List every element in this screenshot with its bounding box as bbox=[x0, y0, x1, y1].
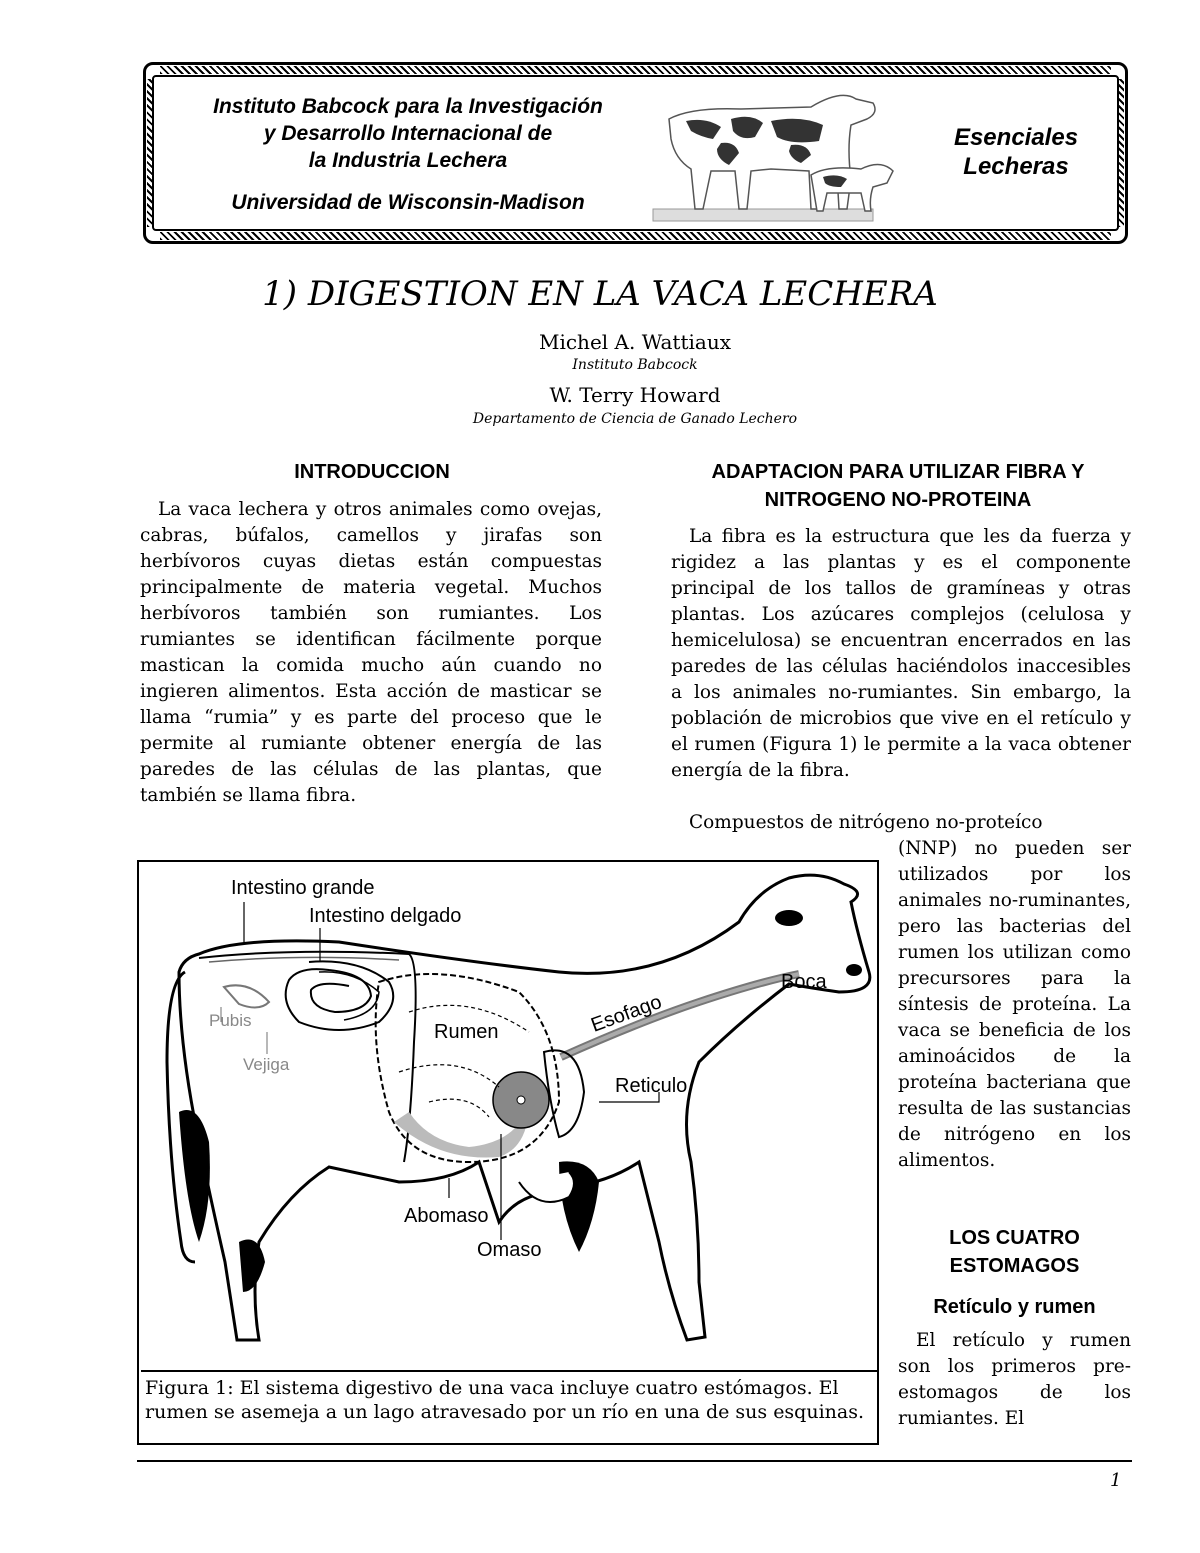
stomachs-paragraph: El retículo y rumen son los primeros pre-estomagos de los rumiantes. El bbox=[898, 1330, 1131, 1429]
institute-line-1: Instituto Babcock para la Investigación bbox=[213, 95, 603, 118]
institute-line-2: y Desarrollo Internacional de bbox=[263, 122, 553, 145]
series-line-2: Lecheras bbox=[963, 153, 1069, 180]
adaptation-heading-line-1: ADAPTACION PARA UTILIZAR FIBRA Y bbox=[711, 461, 1085, 483]
stomachs-heading bbox=[898, 1224, 1131, 1280]
label-reticulum: Reticulo bbox=[615, 1075, 688, 1097]
series-line-1: Esenciales bbox=[953, 124, 1079, 151]
institute-line-3: la Industria Lechera bbox=[308, 149, 508, 172]
university-name: Universidad de Wisconsin-Madison bbox=[231, 191, 585, 214]
label-small-intestine: Intestino delgado bbox=[309, 905, 462, 927]
page-number: 1 bbox=[1110, 1470, 1122, 1491]
adaptation-paragraph-2-start: Compuestos de nitrógeno no-proteíco bbox=[689, 812, 1043, 833]
institute-name bbox=[168, 93, 648, 174]
reticulum-rumen-subheading: Retículo y rumen bbox=[933, 1296, 1096, 1318]
header-banner bbox=[143, 62, 1128, 244]
figure-1 bbox=[137, 860, 879, 1445]
document-title: 1) DIGESTION EN LA VACA LECHERA bbox=[262, 274, 938, 314]
intro-paragraph: La vaca lechera y otros animales como ovejas, cabras, búfalos, camellos y jirafas son herbívoros cuyas dietas están compuestas principalmente de materia vegetal. Muchos herbívoros también son rumiantes. Los rumiantes se identifican fácilmente porque mastican la comida mucho aún cuando no ingieren alimentos. Esta acción de masticar se llama “rumia” y es parte del proceso que le permite al rumiante obtener energía de las paredes de las células de las plantas, que también se llama fibra. bbox=[140, 499, 602, 806]
footer-rule bbox=[137, 1460, 1132, 1462]
stomachs-heading-line-1: LOS CUATRO bbox=[949, 1227, 1080, 1249]
label-omasum: Omaso bbox=[477, 1239, 542, 1261]
intro-heading: INTRODUCCION bbox=[294, 461, 450, 483]
label-abomasum: Abomaso bbox=[404, 1205, 489, 1227]
label-large-intestine: Intestino grande bbox=[231, 877, 375, 899]
label-esophagus: Esofago bbox=[588, 990, 665, 1037]
stomachs-heading-line-2: ESTOMAGOS bbox=[949, 1255, 1080, 1277]
cow-world-map-logo bbox=[651, 79, 911, 229]
author-2-affiliation: Departamento de Ciencia de Ganado Lechero bbox=[472, 411, 798, 427]
label-mouth: Boca bbox=[781, 971, 827, 993]
author-1-affiliation: Instituto Babcock bbox=[572, 357, 698, 373]
figure-caption: Figura 1: El sistema digestivo de una vaca incluye cuatro estómagos. El rumen se asemeja a un lago atravesado por un río en una de sus esquinas. bbox=[141, 1370, 877, 1424]
adaptation-heading bbox=[668, 458, 1128, 514]
banner-border-bottom bbox=[160, 232, 1111, 240]
label-rumen: Rumen bbox=[434, 1021, 499, 1043]
author-1-name: Michel A. Wattiaux bbox=[538, 330, 731, 354]
adaptation-heading-line-2: NITROGENO NO-PROTEINA bbox=[764, 489, 1032, 511]
adaptation-paragraph-1: La fibra es la estructura que les da fuerza y rigidez a las plantas y es el componente principal de los tallos de gramíneas y otras plantas. Los azúcares complejos (celulosa y hemicelulosa) se encuentran encerrados en las paredes de las células haciéndolos inaccesibles a los animales no-rumiantes. Sin embargo, la población de microbios que vive en el retículo y el rumen (Figura 1) le permite a la vaca obtener energía de la fibra. bbox=[671, 526, 1131, 781]
cow-digestive-diagram bbox=[139, 862, 877, 1367]
label-bladder: Vejiga bbox=[243, 1055, 290, 1074]
adaptation-paragraph-2-rest: (NNP) no pueden ser utilizados por los animales no-ruminantes, pero las bacterias del rumen los utilizan como precursores para la síntesis de proteína. La vaca se beneficia de los aminoácidos de la proteína bacteriana que resulta de las sustancias de nitrógeno en los alimentos. bbox=[898, 838, 1131, 1171]
banner-border-top bbox=[160, 66, 1111, 74]
author-2-name: W. Terry Howard bbox=[549, 383, 721, 407]
label-pubis: Pubis bbox=[209, 1011, 252, 1030]
series-title bbox=[926, 123, 1106, 181]
